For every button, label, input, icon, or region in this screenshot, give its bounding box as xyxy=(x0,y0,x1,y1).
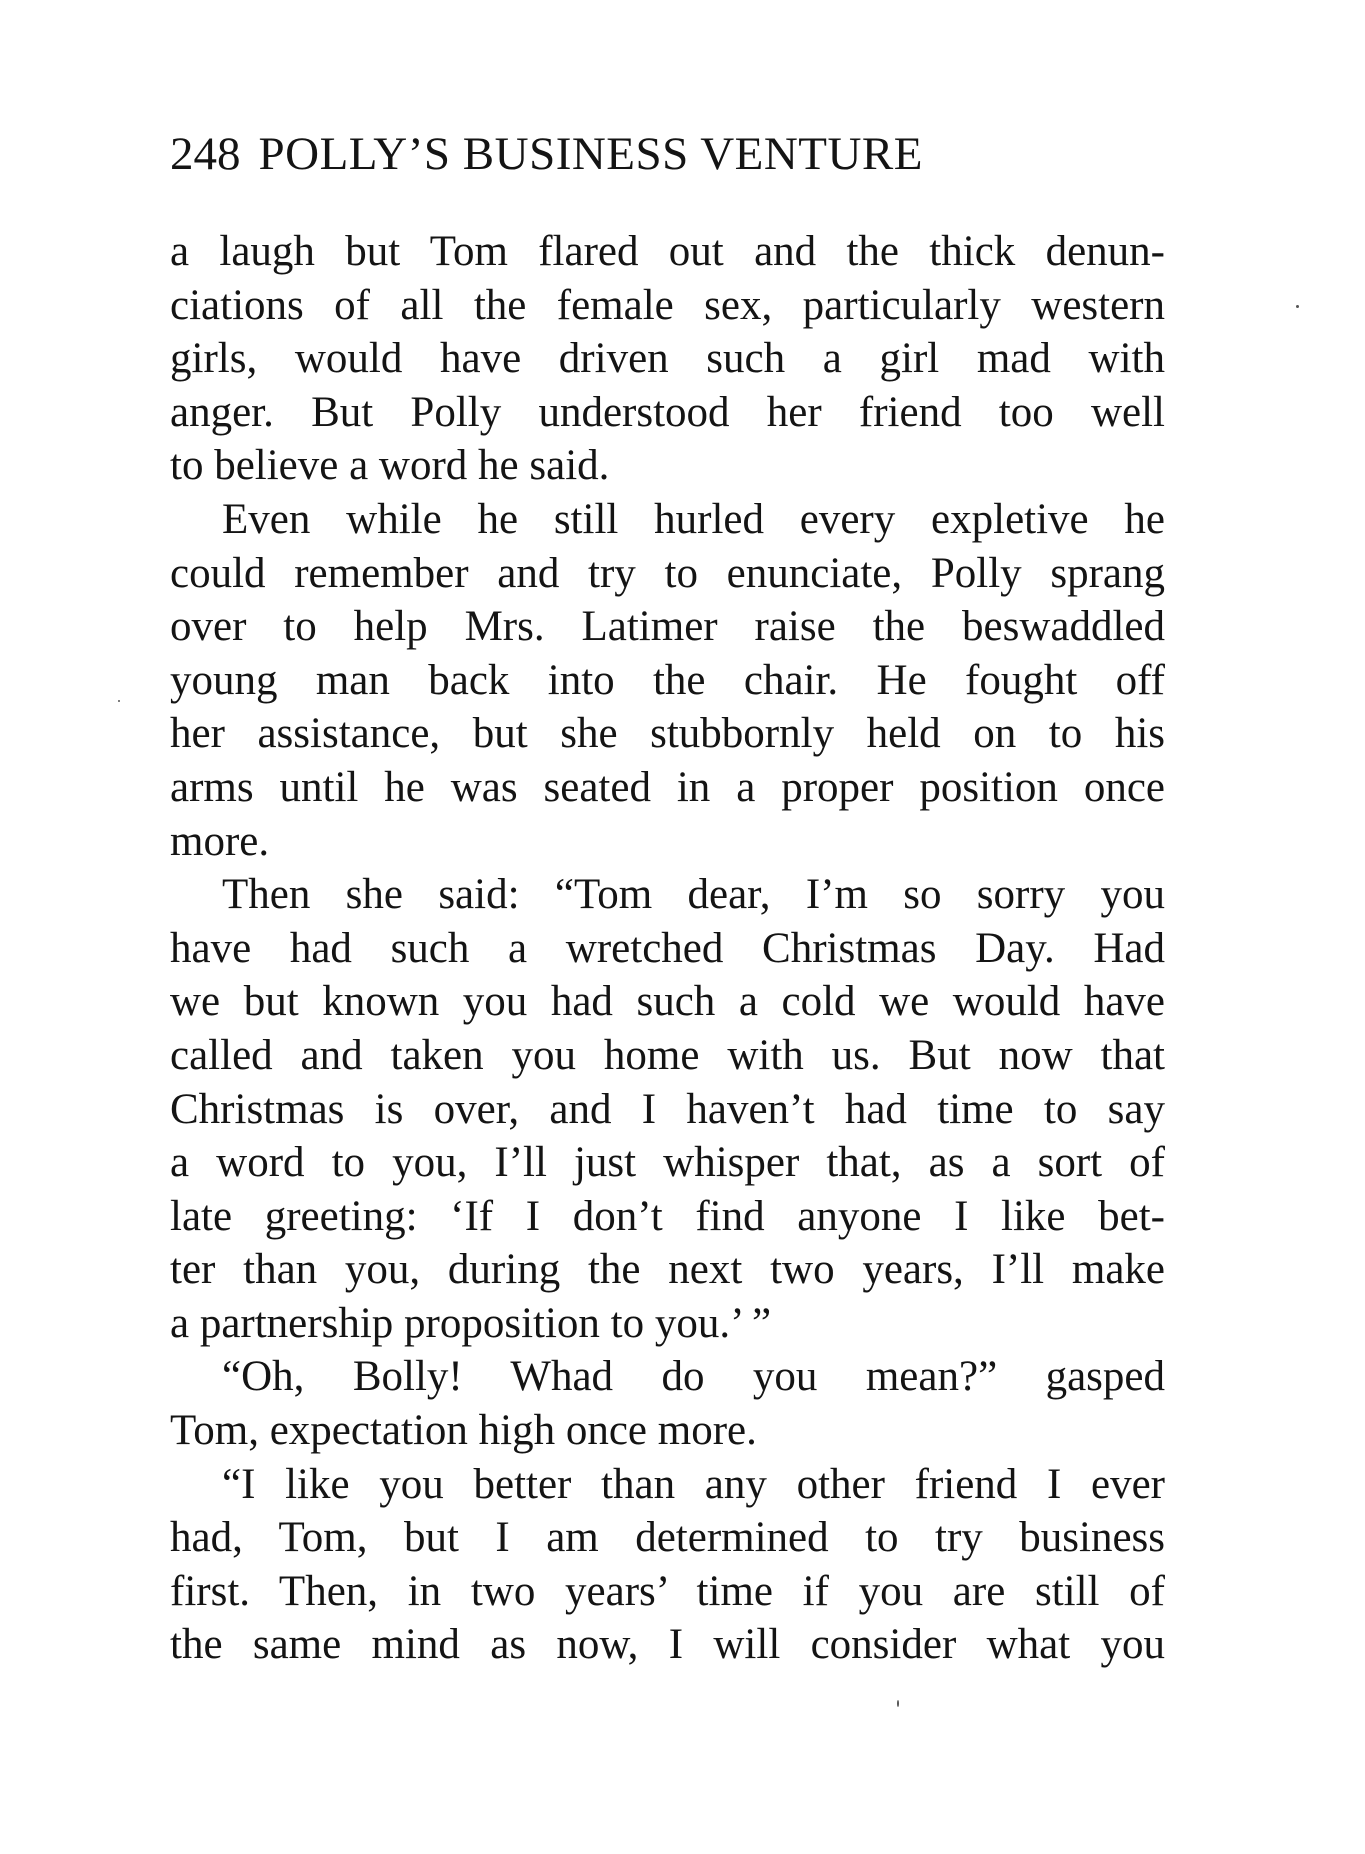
text-line: ciations of all the female sex, particularly western xyxy=(170,281,1165,329)
body-text xyxy=(170,225,1165,1672)
text-line: young man back into the chair. He fought off xyxy=(170,656,1165,704)
text-line: we but known you had such a cold we would have xyxy=(170,978,1165,1026)
text-line: more. xyxy=(170,817,270,865)
running-head xyxy=(170,124,1170,184)
text-line: had, Tom, but I am determined to try business xyxy=(170,1514,1165,1562)
text-line: anger. But Polly understood her friend too well xyxy=(170,388,1165,436)
scan-speck xyxy=(897,1700,899,1707)
text-line: arms until he was seated in a proper position once xyxy=(170,763,1165,811)
text-line: first. Then, in two years’ time if you are still of xyxy=(170,1567,1165,1615)
scan-speck xyxy=(118,700,120,702)
running-title: POLLY’S BUSINESS VENTURE xyxy=(258,128,923,180)
text-line: girls, would have driven such a girl mad with xyxy=(170,335,1165,383)
text-line: late greeting: ‘If I don’t find anyone I like bet- xyxy=(170,1192,1165,1240)
scan-speck xyxy=(1296,305,1299,308)
text-line: Christmas is over, and I haven’t had time to say xyxy=(170,1085,1165,1133)
text-line: “Oh, Bolly! Whad do you mean?” gasped xyxy=(222,1353,1165,1401)
text-line: Tom, expectation high once more. xyxy=(170,1407,757,1455)
text-line: Then she said: “Tom dear, I’m so sorry you xyxy=(222,871,1165,919)
text-line: Even while he still hurled every expletive he xyxy=(222,495,1165,543)
text-line: called and taken you home with us. But now that xyxy=(170,1031,1165,1079)
text-line: a word to you, I’ll just whisper that, as a sort of xyxy=(170,1139,1165,1187)
text-line: her assistance, but she stubbornly held on to his xyxy=(170,710,1165,758)
text-line: a laugh but Tom flared out and the thick denun- xyxy=(170,228,1165,275)
text-line: to believe a word he said. xyxy=(170,442,610,490)
text-line: ter than you, during the next two years, I’ll make xyxy=(170,1246,1165,1294)
text-line: have had such a wretched Christmas Day. Had xyxy=(170,924,1165,972)
text-line: over to help Mrs. Latimer raise the beswaddled xyxy=(170,603,1165,651)
text-line: the same mind as now, I will consider what you xyxy=(170,1621,1165,1669)
page-number: 248 xyxy=(170,128,241,180)
text-line: a partnership proposition to you.’ ” xyxy=(170,1299,772,1347)
text-line: could remember and try to enunciate, Polly sprang xyxy=(170,549,1165,597)
text-line: “I like you better than any other friend I ever xyxy=(222,1460,1165,1508)
